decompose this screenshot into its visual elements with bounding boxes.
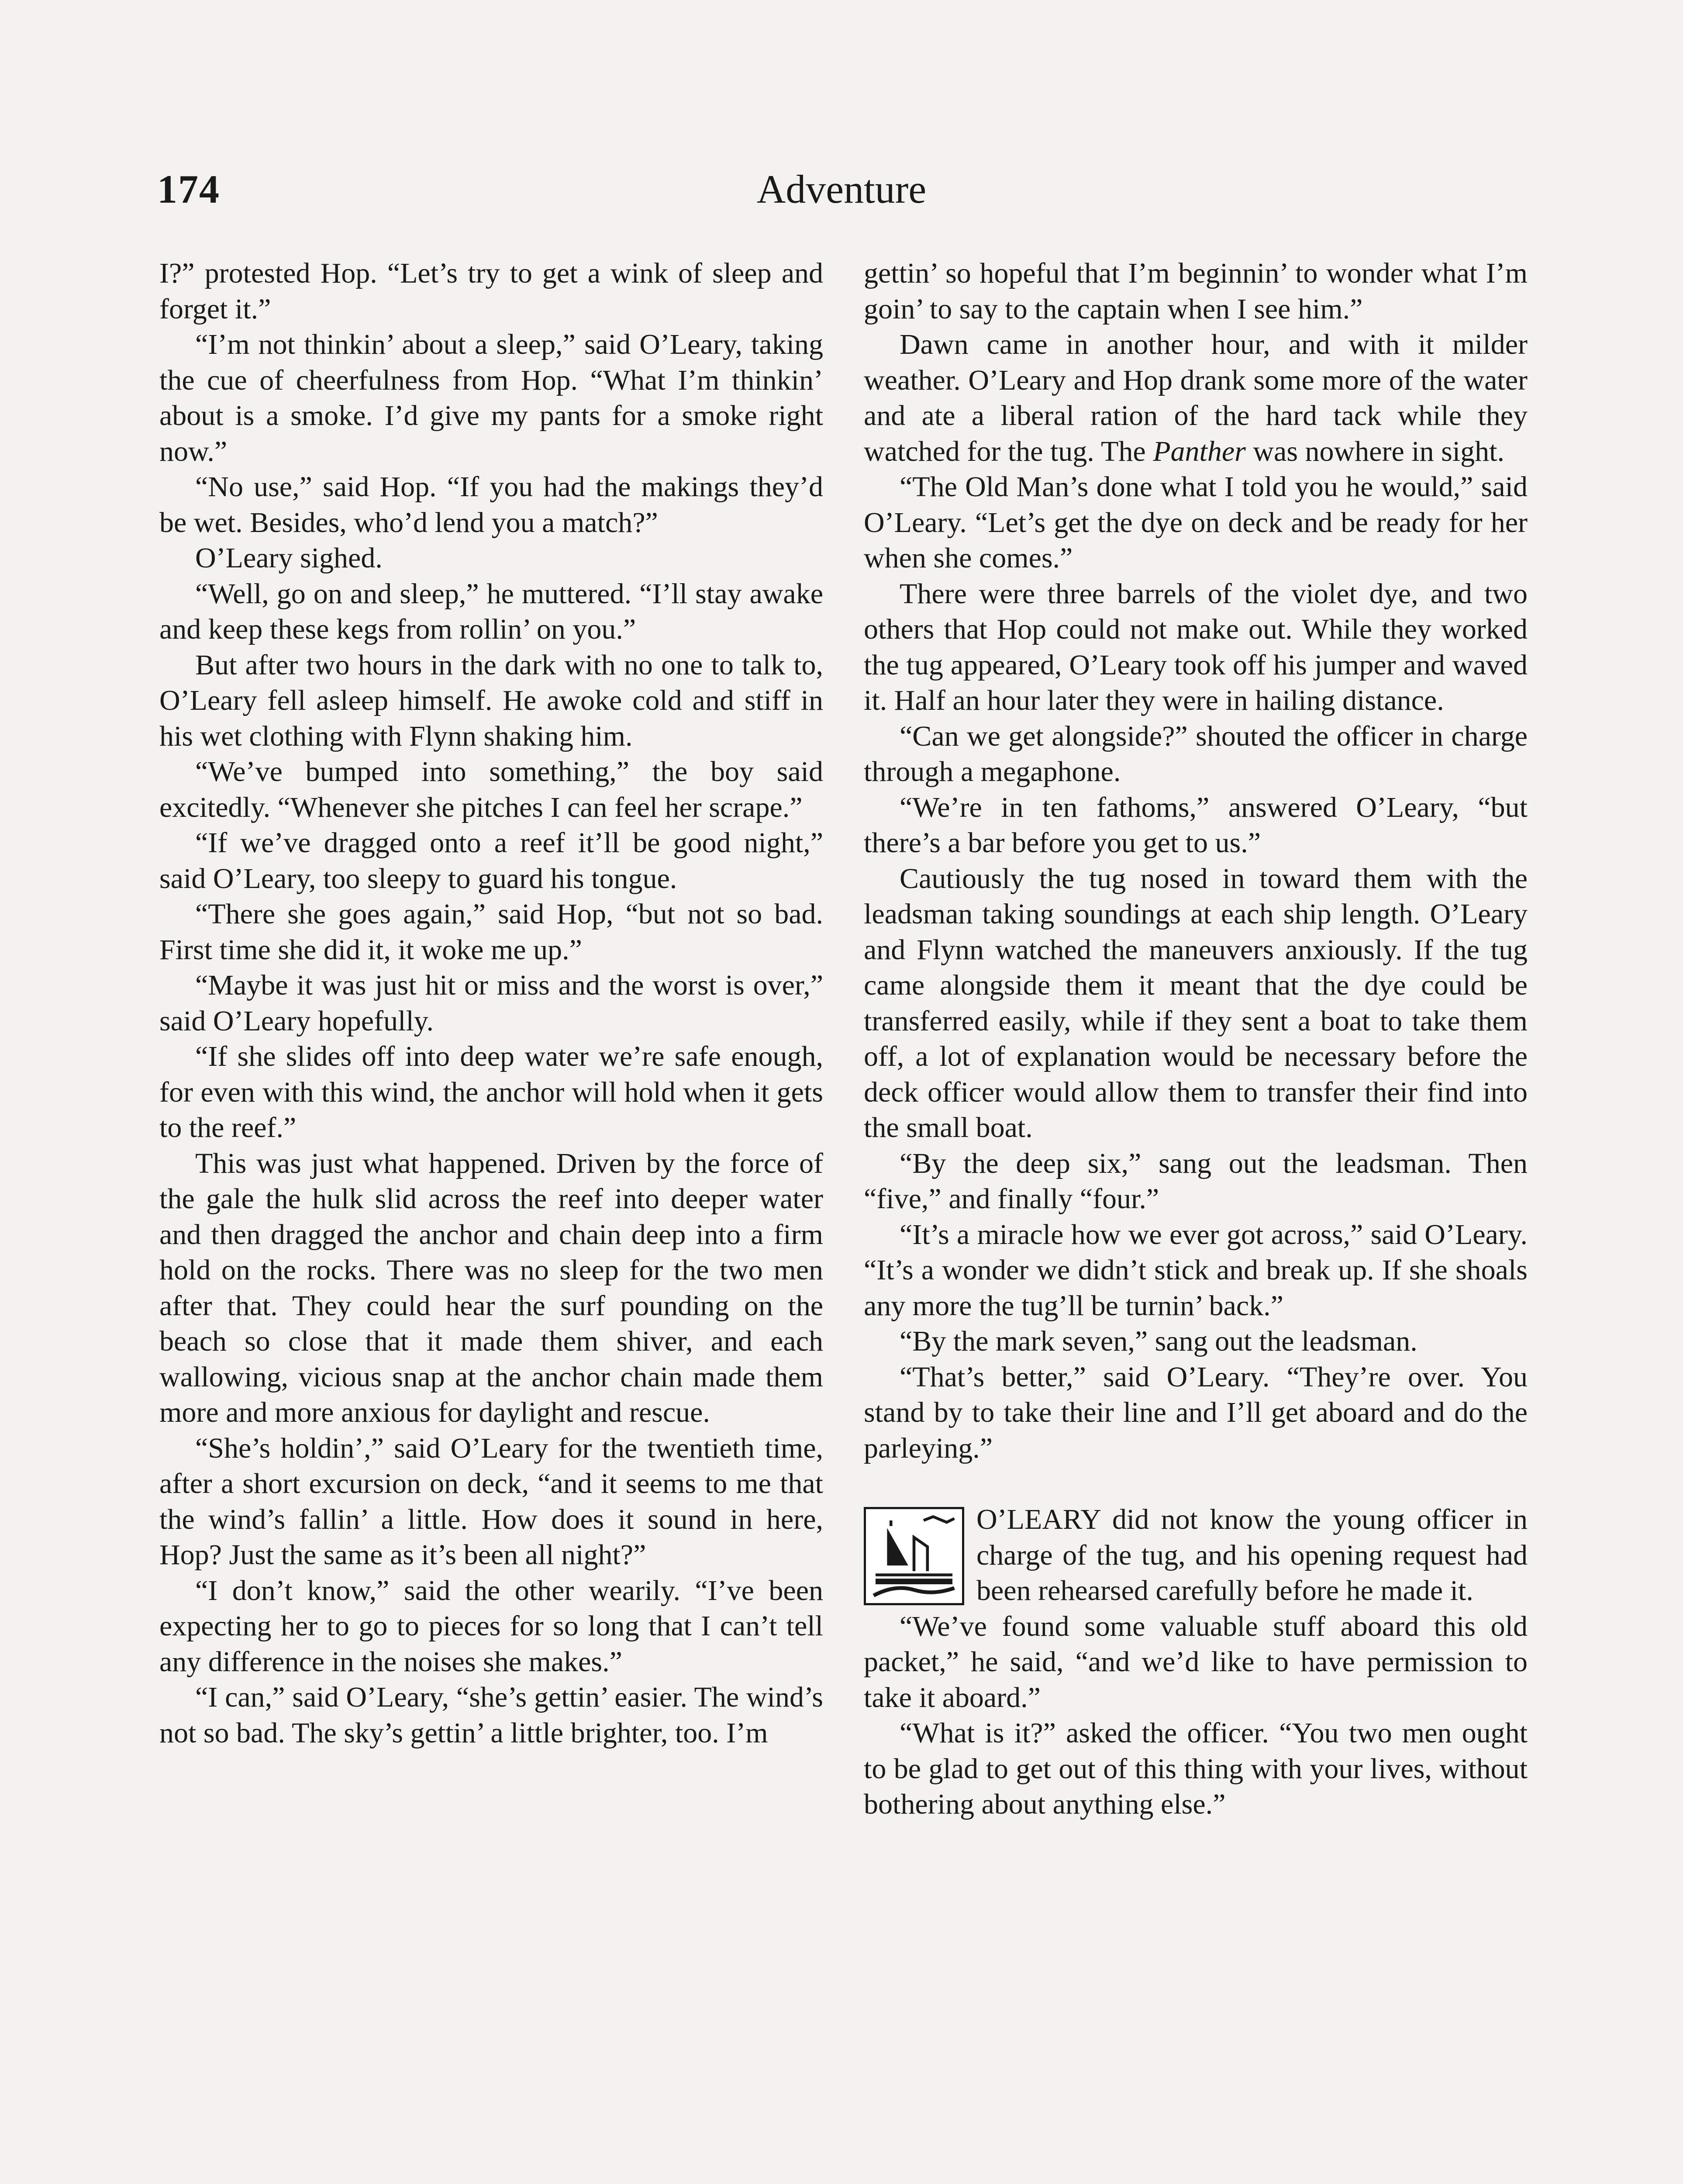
- paragraph: “It’s a miracle how we ever got across,” said O’Leary. “It’s a wonder we didn’t stick and break up. If she shoals any more the tug’ll be turnin’ back.”: [864, 1218, 1528, 1322]
- paragraph: “Well, go on and sleep,” he muttered. “I’ll stay awake and keep these kegs from rollin’ on you.”: [159, 577, 823, 645]
- section-break: [864, 1466, 1528, 1502]
- paragraph: I?” protested Hop. “Let’s try to get a wink of sleep and forget it.”: [159, 257, 823, 325]
- paragraph: “By the deep six,” sang out the leadsman. Then “five,” and finally “four.”: [864, 1147, 1528, 1215]
- left-column: [159, 256, 823, 1751]
- paragraph: “Can we get alongside?” shouted the officer in charge through a megaphone.: [864, 720, 1528, 788]
- paragraph: “The Old Man’s done what I told you he would,” said O’Leary. “Let’s get the dye on deck and be ready for her when she comes.”: [864, 471, 1528, 574]
- running-head: Adventure: [756, 167, 927, 211]
- paragraph: “We’ve bumped into something,” the boy said excitedly. “Whenever she pitches I can feel her scrape.”: [159, 756, 823, 823]
- paragraph: “Maybe it was just hit or miss and the worst is over,” said O’Leary hopefully.: [159, 969, 823, 1037]
- paragraph: Dawn came in another hour, and with it milder weather. O’Leary and Hop drank some more of the water and ate a liberal ration of the hard tack while they watched for the tug. The Panther was nowhere in sight.: [864, 328, 1528, 467]
- paragraph: “I can,” said O’Leary, “she’s gettin’ easier. The wind’s not so bad. The sky’s gettin’ a little brighter, too. I’m: [159, 1681, 823, 1749]
- paragraph: “There she goes again,” said Hop, “but not so bad. First time she did it, it woke me up.”: [159, 898, 823, 966]
- paragraph: O’Leary sighed.: [195, 542, 383, 574]
- paragraph: “I don’t know,” said the other wearily. “I’ve been expecting her to go to pieces for so long that I can’t tell any difference in the noises she makes.”: [159, 1574, 823, 1678]
- paragraph: Cautiously the tug nosed in toward them with the leadsman taking soundings at each ship length. O’Leary and Flynn watched the maneuvers anxiously. If the tug came alongside them it meant that the dye could be transferred easily, while if they sent a boat to take them off, a lot of explanation would be necessary before the deck officer would allow them to transfer their find into the small boat.: [864, 862, 1528, 1144]
- paragraph: “That’s better,” said O’Leary. “They’re over. You stand by to take their line and I’ll get aboard and do the parleying.”: [864, 1361, 1528, 1464]
- paragraph: There were three barrels of the violet dye, and two others that Hop could not make out. While they worked the tug appeared, O’Leary took off his jumper and waved it. Half an hour later they were in hailing distance.: [864, 577, 1528, 716]
- paragraph: “She’s holdin’,” said O’Leary for the twentieth time, after a short excursion on deck, “and it seems to me that the wind’s fallin’ a little. How does it sound in here, Hop? Just the same as it’s been all night?”: [159, 1432, 823, 1571]
- page-number: 174: [157, 167, 220, 211]
- paragraph: “We’ve found some valuable stuff aboard this old packet,” he said, “and we’d like to have permission to take it aboard.”: [864, 1610, 1528, 1714]
- paragraph: “If we’ve dragged onto a reef it’ll be good night,” said O’Leary, too sleepy to guard his tongue.: [159, 827, 823, 895]
- drop-cap-illustration-icon: [864, 1507, 964, 1605]
- paragraph: “If she slides off into deep water we’re safe enough, for even with this wind, the anchor will hold when it gets to the reef.”: [159, 1040, 823, 1144]
- paragraph: “By the mark seven,” sang out the leadsman.: [900, 1325, 1417, 1357]
- paragraph: “We’re in ten fathoms,” answered O’Leary, “but there’s a bar before you get to us.”: [864, 791, 1528, 859]
- ship-name: Panther: [1153, 435, 1246, 467]
- paragraph: O’LEARY did not know the young officer in charge of the tug, and his opening request had been rehearsed carefully before he made it.: [976, 1503, 1528, 1607]
- paragraph: gettin’ so hopeful that I’m beginnin’ to wonder what I’m goin’ to say to the captain when I see him.”: [864, 257, 1528, 325]
- right-column: [864, 256, 1528, 1822]
- paragraph: This was just what happened. Driven by the force of the gale the hulk slid across the reef into deeper water and then dragged the anchor and chain deep into a firm hold on the rocks. There was no sleep for the two men after that. They could hear the surf pounding on the beach so close that it made them shiver, and each wallowing, vicious snap at the anchor chain made them more and more anxious for daylight and rescue.: [159, 1147, 823, 1428]
- paragraph: “What is it?” asked the officer. “You two men ought to be glad to get out of this thing with your lives, without bothering about anything else.”: [864, 1717, 1528, 1820]
- paragraph: But after two hours in the dark with no one to talk to, O’Leary fell asleep himself. He awoke cold and stiff in his wet clothing with Flynn shaking him.: [159, 649, 823, 752]
- paragraph: “I’m not thinkin’ about a sleep,” said O’Leary, taking the cue of cheerfulness from Hop. “What I’m thinkin’ about is a smoke. I’d give my pants for a smoke right now.”: [159, 328, 823, 467]
- paragraph: “No use,” said Hop. “If you had the makings they’d be wet. Besides, who’d lend you a match?”: [159, 471, 823, 539]
